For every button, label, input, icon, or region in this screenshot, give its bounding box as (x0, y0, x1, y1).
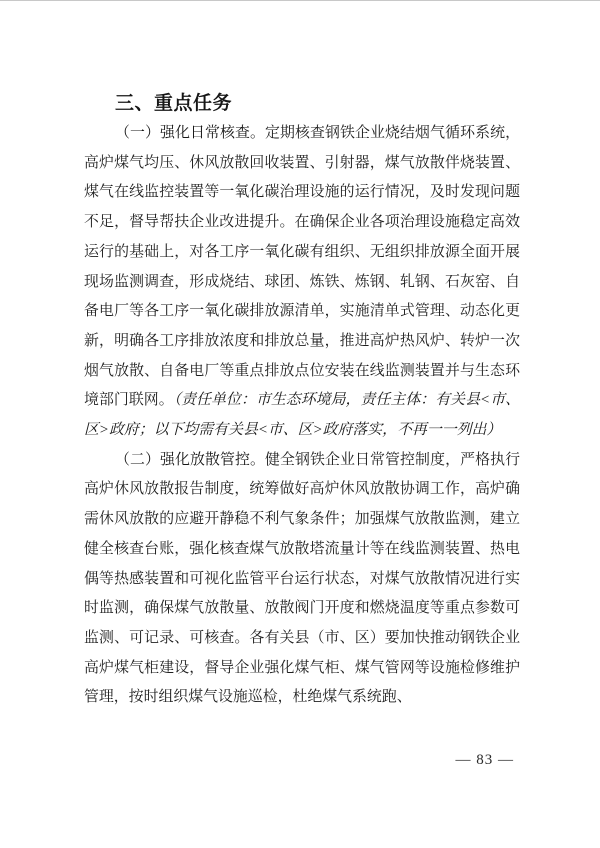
paragraph-2-body-text: 健全钢铁企业日常管控制度，严格执行高炉休风放散报告制度，统筹做好高炉休风放散协调工作，高炉确需休风放散的应避开静稳不利气象条件；加强煤气放散监测，建立健全核查台账，强化核查煤气放散塔流量计等在线监测装置、热电偶等热感装置和可视化监管平台运行状态，对煤气放散情况进行实时监测，确保煤气放散量、放散阀门开度和燃烧温度等重点参数可监测、可记录、可核查。各有关县（市、区）要加快推动钢铁企业高炉煤气柜建设，督导企业强化煤气柜、煤气管网等设施检修维护管理，按时组织煤气设施巡检，杜绝煤气系统跑、 (84, 451, 520, 706)
paragraph-1-body-text: 定期核查钢铁企业烧结烟气循环系统，高炉煤气均压、休风放散回收装置、引射器，煤气放散伴烧装置、煤气在线监控装置等一氧化碳治理设施的运行情况，及时发现问题不足，督导帮扶企业改进提升。在确保企业各项治理设施稳定高效运行的基础上，对各工序一氧化碳有组织、无组织排放源全面开展现场监测调查，形成烧结、球团、炼铁、炼钢、轧钢、石灰窑、自备电厂等各工序一氧化碳排放源清单，实施清单式管理、动态化更新，明确各工序排放浓度和排放总量，推进高炉热风炉、转炉一次烟气放散、自备电厂等重点排放点位安装在线监测装置并与生态环境部门联网。 (84, 125, 520, 409)
page-number: — 83 — (455, 752, 514, 768)
scan-top-edge-artifact (0, 0, 600, 1)
section-heading: 三、重点任务 (115, 93, 233, 114)
paragraph-2 (84, 446, 520, 713)
paragraph-1-subheading: （一）强化日常核查。 (115, 125, 266, 141)
document-content (84, 89, 520, 713)
paragraph-1 (84, 119, 520, 446)
paragraph-1-responsibility-note: （责任单位：市生态环境局，责任主体：有关县<市、区>政府；以下均需有关县<市、区>政府落实，不再一一列出） (84, 392, 520, 439)
paragraph-2-subheading: （二）强化放散管控。 (115, 451, 266, 468)
